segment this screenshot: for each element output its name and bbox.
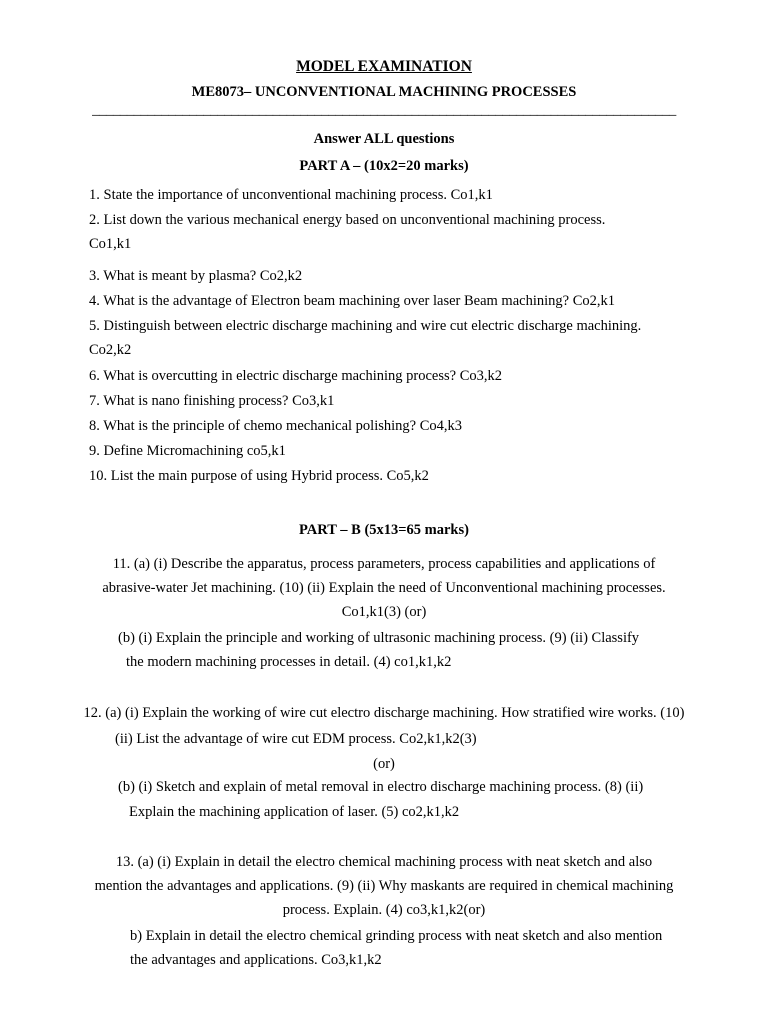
q11b-line2: the modern machining processes in detail. (4) co1,k1,k2 <box>126 654 452 670</box>
question-5: 5. Distinguish between electric discharge machining and wire cut electric discharge machining. <box>89 318 642 334</box>
question-4: 4. What is the advantage of Electron beam machining over laser Beam machining? Co2,k1 <box>89 293 615 309</box>
exam-title: MODEL EXAMINATION <box>296 58 472 75</box>
question-10: 10. List the main purpose of using Hybrid process. Co5,k2 <box>89 468 429 484</box>
q11a-line3: Co1,k1(3) (or) <box>341 604 427 620</box>
q12b-line1: (b) (i) Sketch and explain of metal removal in electro discharge machining process. (8) (ii) <box>118 779 644 795</box>
question-2-co: Co1,k1 <box>89 236 132 252</box>
question-8: 8. What is the principle of chemo mechanical polishing? Co4,k3 <box>89 418 463 434</box>
q13b-line1: b) Explain in detail the electro chemical grinding process with neat sketch and also mention <box>130 928 663 944</box>
instructions: Answer ALL questions <box>313 131 455 147</box>
q12-or: (or) <box>373 756 395 772</box>
q11a-line1: 11. (a) (i) Describe the apparatus, process parameters, process capabilities and applications of <box>112 556 656 572</box>
question-9: 9. Define Micromachining co5,k1 <box>89 443 286 459</box>
q11a-line2: abrasive-water Jet machining. (10) (ii) Explain the need of Unconventional machining processes. <box>102 580 666 596</box>
q13a-line3: process. Explain. (4) co3,k1,k2(or) <box>282 902 486 918</box>
course-subtitle: ME8073– UNCONVENTIONAL MACHINING PROCESSES <box>191 84 577 100</box>
question-6: 6. What is overcutting in electric discharge machining process? Co3,k2 <box>89 368 503 384</box>
question-3: 3. What is meant by plasma? Co2,k2 <box>89 268 303 284</box>
question-1: 1. State the importance of unconventional machining process. Co1,k1 <box>89 187 493 203</box>
q13a-line2: mention the advantages and applications. (9) (ii) Why maskants are required in chemical machining <box>94 878 674 894</box>
question-2: 2. List down the various mechanical energy based on unconventional machining process. <box>89 212 606 228</box>
header-divider: ____________________________________________________________________________________ <box>92 102 676 118</box>
q13a-line1: 13. (a) (i) Explain in detail the electro chemical machining process with neat sketch and also <box>115 854 653 870</box>
q11b-line1: (b) (i) Explain the principle and working of ultrasonic machining process. (9) (ii) Classify <box>118 630 640 646</box>
part-a-heading: PART A – (10x2=20 marks) <box>299 158 469 174</box>
q12a-line2: (ii) List the advantage of wire cut EDM process. Co2,k1,k2(3) <box>115 731 477 747</box>
question-7: 7. What is nano finishing process? Co3,k1 <box>89 393 335 409</box>
q12b-line2: Explain the machining application of laser. (5) co2,k1,k2 <box>129 804 460 820</box>
q12a-line1: 12. (a) (i) Explain the working of wire cut electro discharge machining. How stratified wire works. (10) <box>83 705 685 721</box>
question-5-co: Co2,k2 <box>89 342 132 358</box>
part-b-heading: PART – B (5x13=65 marks) <box>299 522 469 538</box>
q13b-line2: the advantages and applications. Co3,k1,k2 <box>130 952 382 968</box>
